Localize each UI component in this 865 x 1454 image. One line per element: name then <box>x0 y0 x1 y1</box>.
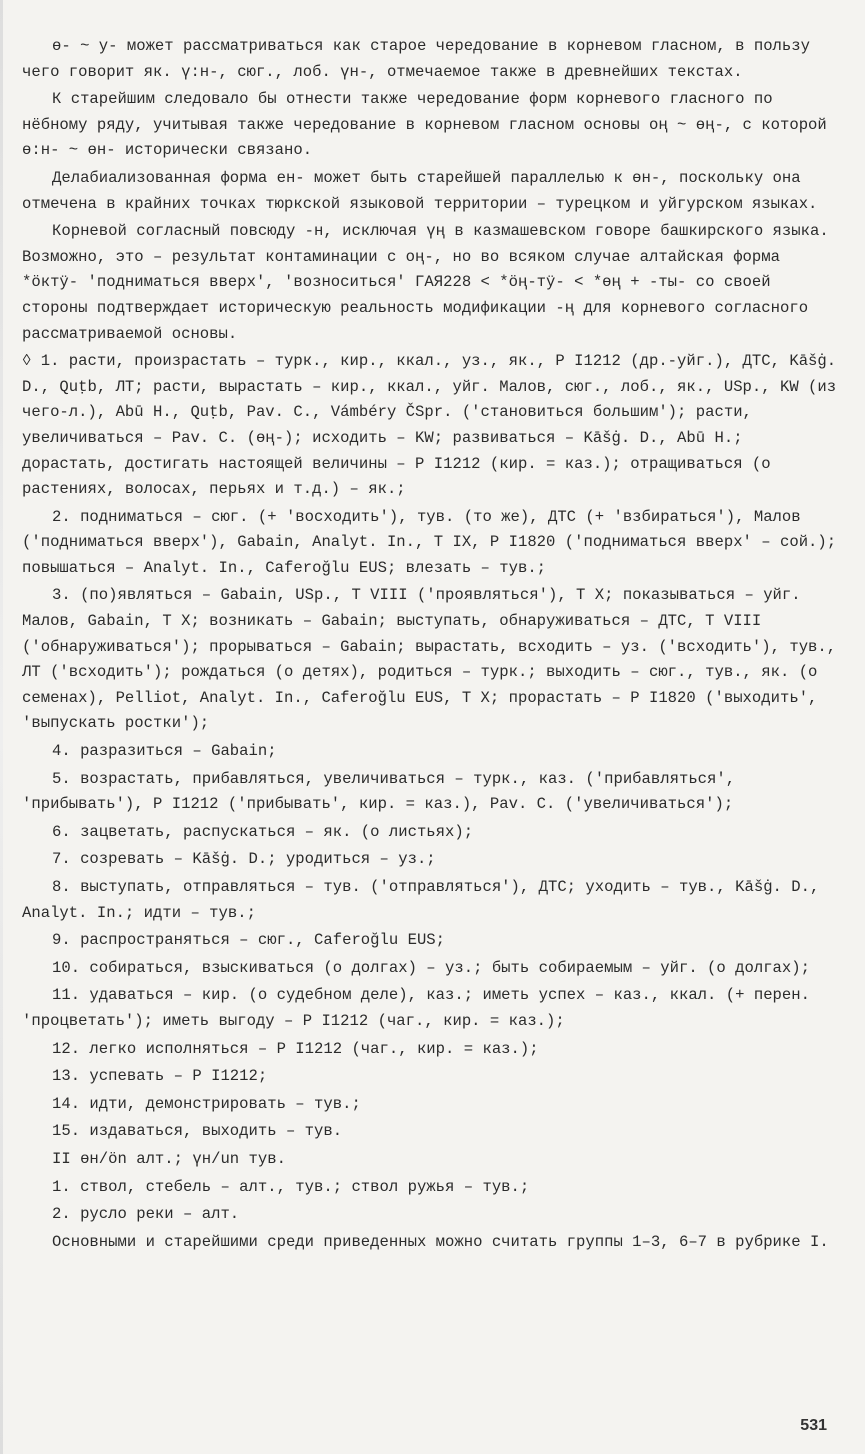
meaning-7: 7. созревать – Kāšġ. D.; уродиться – уз.; <box>52 850 436 869</box>
paragraph-1: ө- ~ у- может рассматриваться как старое чередование в корневом гласном, в пользу чего говорит як. ү:н-, сюг., лоб. үн-, отмечаемое также в древнейших текстах. <box>22 37 810 81</box>
meaning-6: 6. зацветать, распускаться – як. (о листьях); <box>52 822 474 841</box>
meaning-11: 11. удаваться – кир. (о судебном деле), каз.; иметь успех – каз., ккал. (+ перен. 'процветать'); иметь выгоду – Р I1212 (чаг., кир. = каз.); <box>22 986 810 1030</box>
paragraph-4: Корневой согласный повсюду -н, исключая үң в казмашевском говоре башкирского языка. Возможно, это – результат контаминации с оң-, но во всяком случае алтайская форма *ӧктӱ- 'подниматься вверх', 'возноситься' ГАЯ228 < *ӧң-тӱ- < *өң + -ты- со своей стороны подтверждает историческую реальность модификации -ң для корневого согласного рассматриваемой основы. <box>22 222 829 343</box>
meaning-12: 12. легко исполняться – Р I1212 (чаг., кир. = каз.); <box>52 1039 539 1058</box>
paragraph-2: К старейшим следовало бы отнести также чередование форм корневого гласного по нёбному ряду, учитывая также чередование в корневом гласном основы оң ~ өң-, с которой ө:н- ~ өн- исторически связано. <box>22 90 827 160</box>
meaning-1: ◊ 1. расти, произрастать – турк., кир., ккал., уз., як., Р I1212 (др.-уйг.), ДТС, Kāšġ. D., Quṭb, ЛТ; расти, вырастать – кир., ккал., уйг. Малов, сюг., лоб., як., USp., KW (из чего-л.), Abū H., Quṭb, Pav. C., Vámbéry ČSpr. ('становиться большим'); расти, увеличиваться – Pav. C. (өң-); исходить – KW; развиваться – Kāšġ. D., Abū H.; дорастать, достигать настоящей величины – Р I1212 (кир. = каз.); отращиваться (о растениях, волосах, перьях и т.д.) – як.; <box>22 352 837 499</box>
meaning-10: 10. собираться, взыскиваться (о долгах) – уз.; быть собираемым – уйг. (о долгах); <box>52 958 810 977</box>
page-number: 531 <box>800 1417 827 1434</box>
meaning-2: 2. подниматься – сюг. (+ 'восходить'), тув. (то же), ДТС (+ 'взбираться'), Малов ('подниматься вверх'), Gabain, Analyt. In., Т IX, Р I1820 ('подниматься вверх' – сой.); повышаться – Analyt. In., Caferoğlu EUS; влезать – тув.; <box>22 507 837 577</box>
section-ii-meaning-1: 1. ствол, стебель – алт., тув.; ствол ружья – тув.; <box>52 1177 530 1196</box>
meaning-14: 14. идти, демонстрировать – тув.; <box>52 1094 361 1113</box>
meaning-13: 13. успевать – Р I1212; <box>52 1067 268 1086</box>
document-body <box>22 34 844 1257</box>
meaning-8: 8. выступать, отправляться – тув. ('отправляться'), ДТС; уходить – тув., Kāšġ. D., Analyt. In.; идти – тув.; <box>22 878 820 922</box>
meaning-9: 9. распространяться – сюг., Caferoğlu EUS; <box>52 931 446 950</box>
section-ii-meaning-2: 2. русло реки – алт. <box>52 1205 240 1224</box>
meaning-5: 5. возрастать, прибавляться, увеличиваться – турк., каз. ('прибавляться', 'прибывать'), Р I1212 ('прибывать', кир. = каз.), Pav. C. ('увеличиваться'); <box>22 769 736 814</box>
page-edge-shadow <box>0 0 3 1454</box>
section-ii-heading: II өн/ön алт.; үн/un тув. <box>52 1149 286 1168</box>
paragraph-3: Делабиализованная форма ен- может быть старейшей параллелью к өн-, поскольку она отмечена в крайних точках тюркской языковой территории – турецком и уйгурском языках. <box>22 168 818 213</box>
meaning-15: 15. издаваться, выходить – тув. <box>52 1122 343 1141</box>
meaning-4: 4. разразиться – Gabain; <box>52 742 277 761</box>
meaning-3: 3. (по)являться – Gabain, USp., Т VIII ('проявляться'), Т X; показываться – уйг. Малов, Gabain, Т X; возникать – Gabain; выступать, обнаруживаться – ДТС, Т VIII ('обнаруживаться'); прорываться – Gabain; вырастать, всходить – уз. ('всходить'), тув., ЛТ ('всходить'); рождаться (о детях), родиться – турк.; выходить – сюг., тув., як. (о семенах), Pelliot, Analyt. In., Caferoğlu EUS, Т X; прорастать – Р I1820 ('выходить', 'выпускать ростки'); <box>22 586 837 733</box>
conclusion-paragraph: Основными и старейшими среди приведенных можно считать группы 1–3, 6–7 в рубрике I. <box>52 1232 829 1251</box>
